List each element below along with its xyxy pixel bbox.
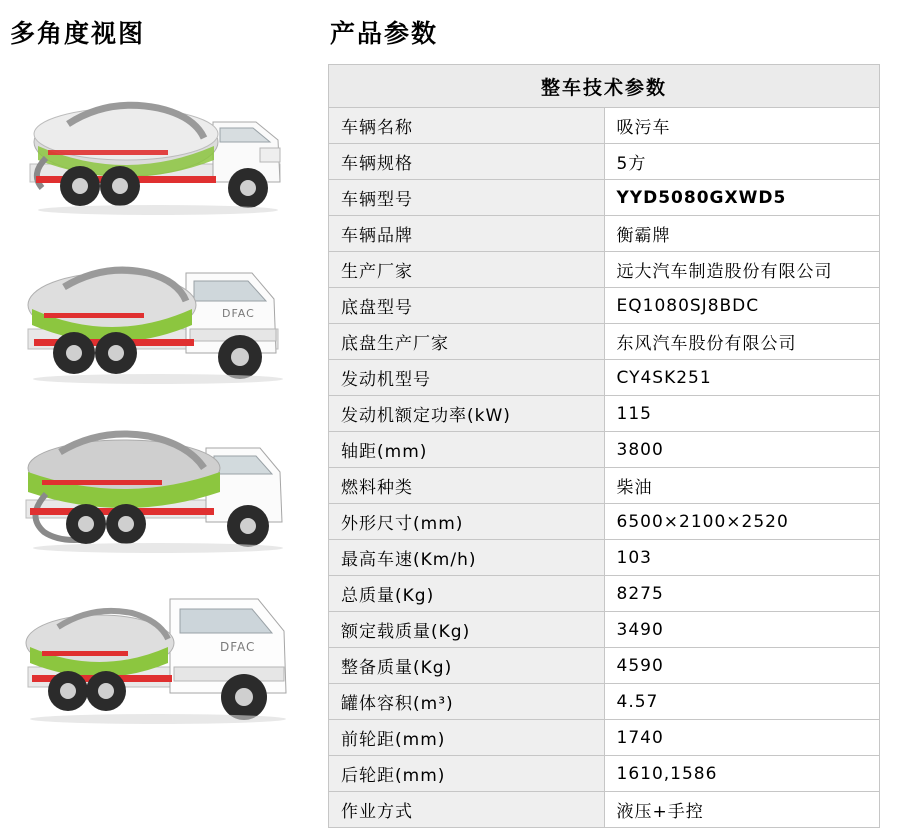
spec-row-value: 103: [604, 540, 880, 576]
spec-row-value: 115: [604, 396, 880, 432]
svg-text:DFAC: DFAC: [220, 640, 256, 654]
spec-row-label: 最高车速(Km/h): [329, 540, 605, 576]
spec-row-label: 后轮距(mm): [329, 756, 605, 792]
spec-row-label: 车辆品牌: [329, 216, 605, 252]
spec-row-value: 4590: [604, 648, 880, 684]
spec-row: [329, 576, 880, 612]
spec-row: [329, 756, 880, 792]
spec-row-value: 3800: [604, 432, 880, 468]
truck-photo-2[interactable]: [8, 233, 308, 388]
spec-row-label: 额定载质量(Kg): [329, 612, 605, 648]
spec-row-label: 车辆型号: [329, 180, 605, 216]
spec-row-label: 罐体容积(m³): [329, 684, 605, 720]
spec-row-value: 1740: [604, 720, 880, 756]
spec-row: [329, 360, 880, 396]
spec-row-value: 远大汽车制造股份有限公司: [604, 252, 880, 288]
spec-row-label: 生产厂家: [329, 252, 605, 288]
spec-row-label: 燃料种类: [329, 468, 605, 504]
truck-photo-list: [8, 64, 318, 726]
spec-row-value: 5方: [604, 144, 880, 180]
product-parameters-section: [318, 0, 900, 831]
spec-row-label: 发动机额定功率(kW): [329, 396, 605, 432]
spec-row: [329, 324, 880, 360]
spec-row: [329, 648, 880, 684]
spec-row-value: 4.57: [604, 684, 880, 720]
svg-text:DFAC: DFAC: [222, 307, 255, 320]
spec-row-value: 8275: [604, 576, 880, 612]
spec-row-value: 6500×2100×2520: [604, 504, 880, 540]
spec-row-value: CY4SK251: [604, 360, 880, 396]
spec-row-label: 底盘生产厂家: [329, 324, 605, 360]
spec-row: [329, 540, 880, 576]
spec-row-value: 3490: [604, 612, 880, 648]
spec-row: [329, 792, 880, 828]
spec-row-label: 外形尺寸(mm): [329, 504, 605, 540]
spec-row: [329, 180, 880, 216]
spec-row-label: 整备质量(Kg): [329, 648, 605, 684]
truck-photo-1[interactable]: [8, 64, 308, 219]
multi-angle-views-title: 多角度视图: [10, 19, 146, 48]
truck-view-rear-left-image: [8, 64, 308, 219]
spec-row-value: 吸污车: [604, 108, 880, 144]
truck-view-front-angle-image: [8, 571, 308, 726]
spec-row: [329, 612, 880, 648]
spec-row-value: 1610,1586: [604, 756, 880, 792]
spec-row-label: 作业方式: [329, 792, 605, 828]
spec-row: [329, 108, 880, 144]
truck-view-side-image: [8, 402, 308, 557]
spec-row-value: 柴油: [604, 468, 880, 504]
spec-row: [329, 216, 880, 252]
spec-row-label: 总质量(Kg): [329, 576, 605, 612]
spec-table-title: 整车技术参数: [329, 65, 880, 108]
spec-row-value: EQ1080SJ8BDC: [604, 288, 880, 324]
spec-row: [329, 504, 880, 540]
product-parameters-title: 产品参数: [330, 19, 439, 48]
spec-row-value: 衡霸牌: [604, 216, 880, 252]
spec-row-label: 前轮距(mm): [329, 720, 605, 756]
truck-view-front-left-image: [8, 233, 308, 388]
spec-row: [329, 144, 880, 180]
spec-table-header-row: [329, 65, 880, 108]
spec-row: [329, 432, 880, 468]
spec-row-label: 底盘型号: [329, 288, 605, 324]
spec-row: [329, 684, 880, 720]
spec-row: [329, 720, 880, 756]
spec-row: [329, 288, 880, 324]
spec-row: [329, 252, 880, 288]
spec-row: [329, 468, 880, 504]
spec-row-label: 轴距(mm): [329, 432, 605, 468]
truck-photo-3[interactable]: [8, 402, 308, 557]
spec-row-label: 车辆规格: [329, 144, 605, 180]
spec-table-head: [329, 65, 880, 108]
truck-photo-4[interactable]: [8, 571, 308, 726]
spec-row-value: YYD5080GXWD5: [604, 180, 880, 216]
spec-row-value: 液压+手控: [604, 792, 880, 828]
spec-row: [329, 396, 880, 432]
multi-angle-views-section: [0, 0, 318, 831]
spec-row-value: 东风汽车股份有限公司: [604, 324, 880, 360]
spec-table: [328, 64, 880, 828]
spec-row-label: 发动机型号: [329, 360, 605, 396]
spec-table-body: [329, 108, 880, 828]
spec-row-label: 车辆名称: [329, 108, 605, 144]
